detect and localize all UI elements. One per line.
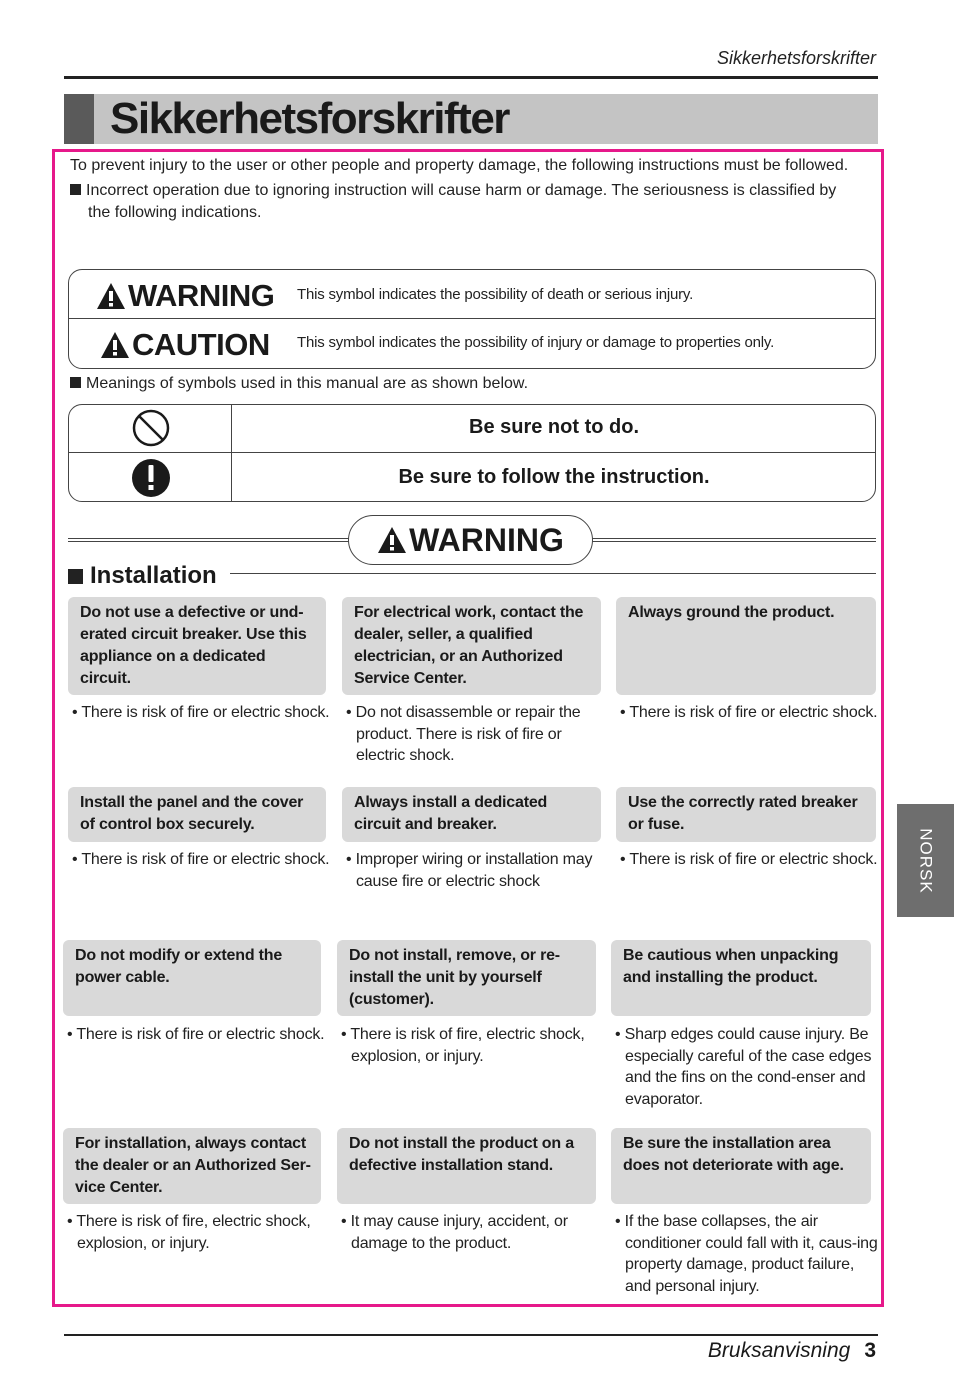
language-tab-label-wrap [897, 804, 954, 917]
instruction-card: Do not modify or extend the power cable. [63, 940, 321, 1016]
instruction-note: • Sharp edges could cause injury. Be especially careful of the case edges and the fins on the cond-enser and evaporator. [615, 1026, 872, 1108]
prohibition-icon [131, 408, 171, 448]
instruction-card: Do not use a defective or und-erated circuit breaker. Use this appliance on a dedicated circuit. [68, 597, 326, 695]
instruction-note: • There is risk of fire, electric shock, explosion, or injury. [341, 1026, 585, 1065]
section-warning-label: WARNING [409, 521, 564, 558]
instruction-card: For electrical work, contact the dealer, seller, a qualified electrician, or an Authorized Service Center. [342, 597, 601, 695]
instruction-note: • There is risk of fire or electric shock. [67, 1026, 325, 1043]
instruction-card: Be cautious when unpacking and installing the product. [611, 940, 871, 1016]
warning-label: WARNING [128, 278, 275, 313]
warning-description: This symbol indicates the possibility of death or serious injury. [297, 286, 694, 303]
instruction-note: • Do not disassemble or repair the product. There is risk of fire or electric shock. [346, 704, 581, 764]
page-number: 3 [864, 1339, 876, 1362]
page-title: Sikkerhetsforskrifter [110, 94, 509, 143]
caution-signal [100, 326, 270, 364]
instruction-note: • There is risk of fire or electric shock. [72, 704, 330, 721]
banner-line-right [591, 538, 876, 542]
instruction-note: • There is risk of fire or electric shock. [620, 704, 878, 721]
language-tab-label: NORSK [916, 827, 936, 894]
instruction-card: Install the panel and the cover of control box securely. [68, 787, 326, 842]
instruction-note: • Improper wiring or installation may cause fire or electric shock [346, 851, 593, 890]
installation-heading-rule [230, 573, 876, 574]
warning-triangle-icon [377, 526, 407, 554]
instruction-card: Use the correctly rated breaker or fuse. [616, 787, 876, 842]
instruction-note: • There is risk of fire or electric shock. [72, 851, 330, 868]
footer-rule [64, 1334, 878, 1336]
installation-heading [68, 562, 225, 590]
intro-line-2-text: Incorrect operation due to ignoring instruction will cause harm or damage. The seriousness is classified by the following indications. [86, 182, 837, 221]
square-bullet-icon [68, 569, 83, 584]
warning-signal [96, 277, 274, 315]
footer [708, 1339, 876, 1363]
warning-triangle-icon [96, 282, 126, 310]
square-bullet-icon [70, 377, 81, 388]
square-bullet-icon [70, 184, 81, 195]
instruction-card: Always install a dedicated circuit and breaker. [342, 787, 601, 842]
instruction-note: • It may cause injury, accident, or damage to the product. [341, 1213, 568, 1252]
mandatory-text: Be sure to follow the instruction. [398, 466, 710, 488]
intro-line-1: To prevent injury to the user or other people and property damage, the following instructions must be followed. [70, 157, 849, 174]
instruction-card: Do not install, remove, or re-install the unit by yourself (customer). [337, 940, 596, 1016]
footer-label: Bruksanvisning [707, 1339, 851, 1362]
instruction-card: Always ground the product. [616, 597, 876, 695]
installation-heading-text: Installation [90, 562, 217, 589]
caution-triangle-icon [100, 331, 130, 359]
intro-line-2 [70, 180, 860, 224]
running-header: Sikkerhetsforskrifter [716, 48, 876, 68]
mandatory-exclamation-icon [131, 458, 171, 498]
signal-divider [68, 318, 876, 319]
instruction-card: Do not install the product on a defective installation stand. [337, 1128, 596, 1204]
section-warning-banner [348, 515, 593, 565]
instruction-card: For installation, always contact the dealer or an Authorized Ser-vice Center. [63, 1128, 321, 1204]
instruction-note: • There is risk of fire, electric shock, explosion, or injury. [67, 1213, 311, 1252]
caution-label: CAUTION [132, 327, 270, 362]
symbols-table-row-divider [68, 452, 876, 453]
intro-text [70, 155, 860, 224]
meanings-note-text: Meanings of symbols used in this manual are as shown below. [86, 375, 529, 392]
header-rule [64, 76, 878, 79]
instruction-card: Be sure the installation area does not deteriorate with age. [611, 1128, 871, 1204]
title-marker [64, 94, 94, 144]
instruction-note: • There is risk of fire or electric shock. [620, 851, 878, 868]
banner-line-left [68, 538, 350, 542]
prohibit-text: Be sure not to do. [469, 416, 639, 438]
instruction-note: • If the base collapses, the air conditioner could fall with it, caus-ing property damage, product failure, and personal injury. [615, 1213, 878, 1295]
meanings-note [70, 375, 528, 393]
caution-description: This symbol indicates the possibility of injury or damage to properties only. [297, 334, 775, 351]
